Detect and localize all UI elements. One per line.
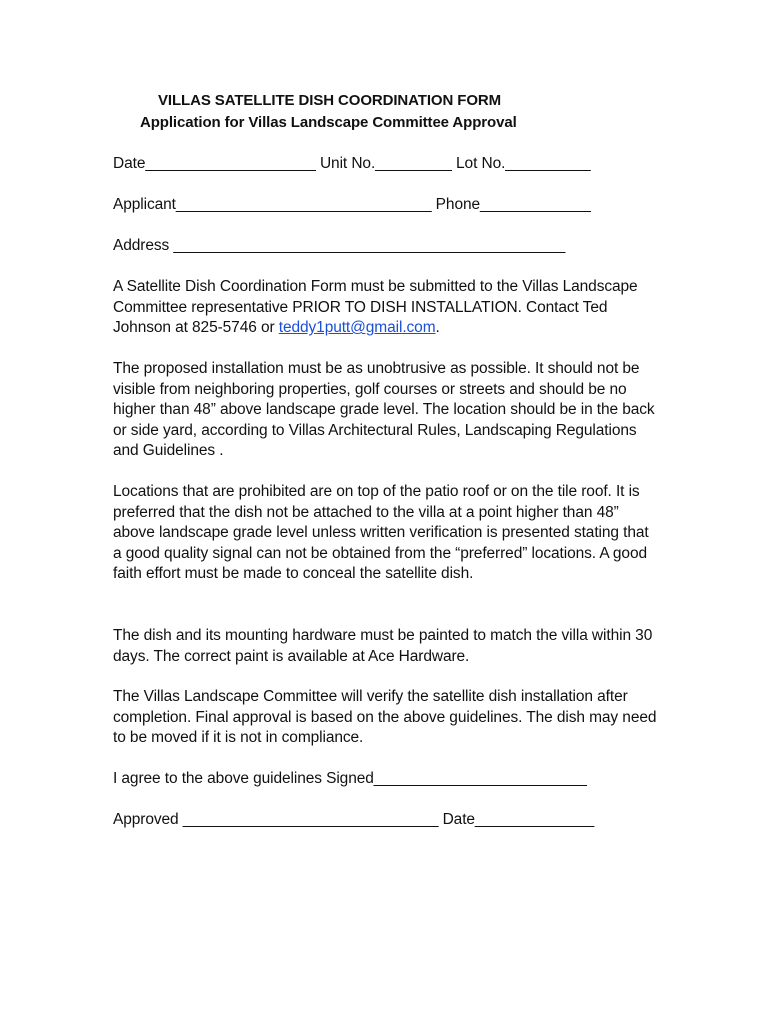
installation-paragraph: The proposed installation must be as unobtrusive as possible. It should not be visible from neighboring properties, golf courses or streets and should be no higher than 48” above landscape grade level. The location should be in the back or side yard, according to Villas Architectural Rules, Landscaping Regulations and Guidelines . [113,360,655,460]
form-subtitle: Application for Villas Landscape Committee Approval [140,114,517,131]
locations-paragraph: Locations that are prohibited are on top of the patio roof or on the tile roof. It is preferred that the dish not be attached to the villa at a point higher than 48” above landscape grade level unless written verification is presented stating that a good quality signal can not be obtained from the “preferred” locations. A good faith effort must be made to conceal the satellite dish. [113,483,649,583]
date-unit-lot-fields[interactable]: Date____________________ Unit No._________ Lot No.__________ [113,155,591,172]
agreement-signature-line[interactable]: I agree to the above guidelines Signed_________________________ [113,770,587,787]
intro-paragraph [113,277,658,339]
approval-date-line[interactable]: Approved ______________________________ Date______________ [113,811,595,828]
intro-text: A Satellite Dish Coordination Form must be submitted to the Villas Landscape Committee representative PRIOR TO DISH INSTALLATION. Contact Ted Johnson at 825-5746 or [113,278,638,337]
painting-paragraph: The dish and its mounting hardware must be painted to match the villa within 30 days. The correct paint is available at Ace Hardware. [113,627,653,665]
address-field[interactable]: Address ______________________________________________ [113,237,566,254]
verification-paragraph: The Villas Landscape Committee will verify the satellite dish installation after completion. Final approval is based on the above guidelines. The dish may need to be moved if it is not in compliance. [113,688,657,747]
email-link[interactable]: teddy1putt@gmail.com [278,319,436,337]
applicant-phone-fields[interactable]: Applicant______________________________ Phone_____________ [113,196,591,213]
intro-text-end: . [435,319,440,337]
form-title: VILLAS SATELLITE DISH COORDINATION FORM [158,92,502,109]
